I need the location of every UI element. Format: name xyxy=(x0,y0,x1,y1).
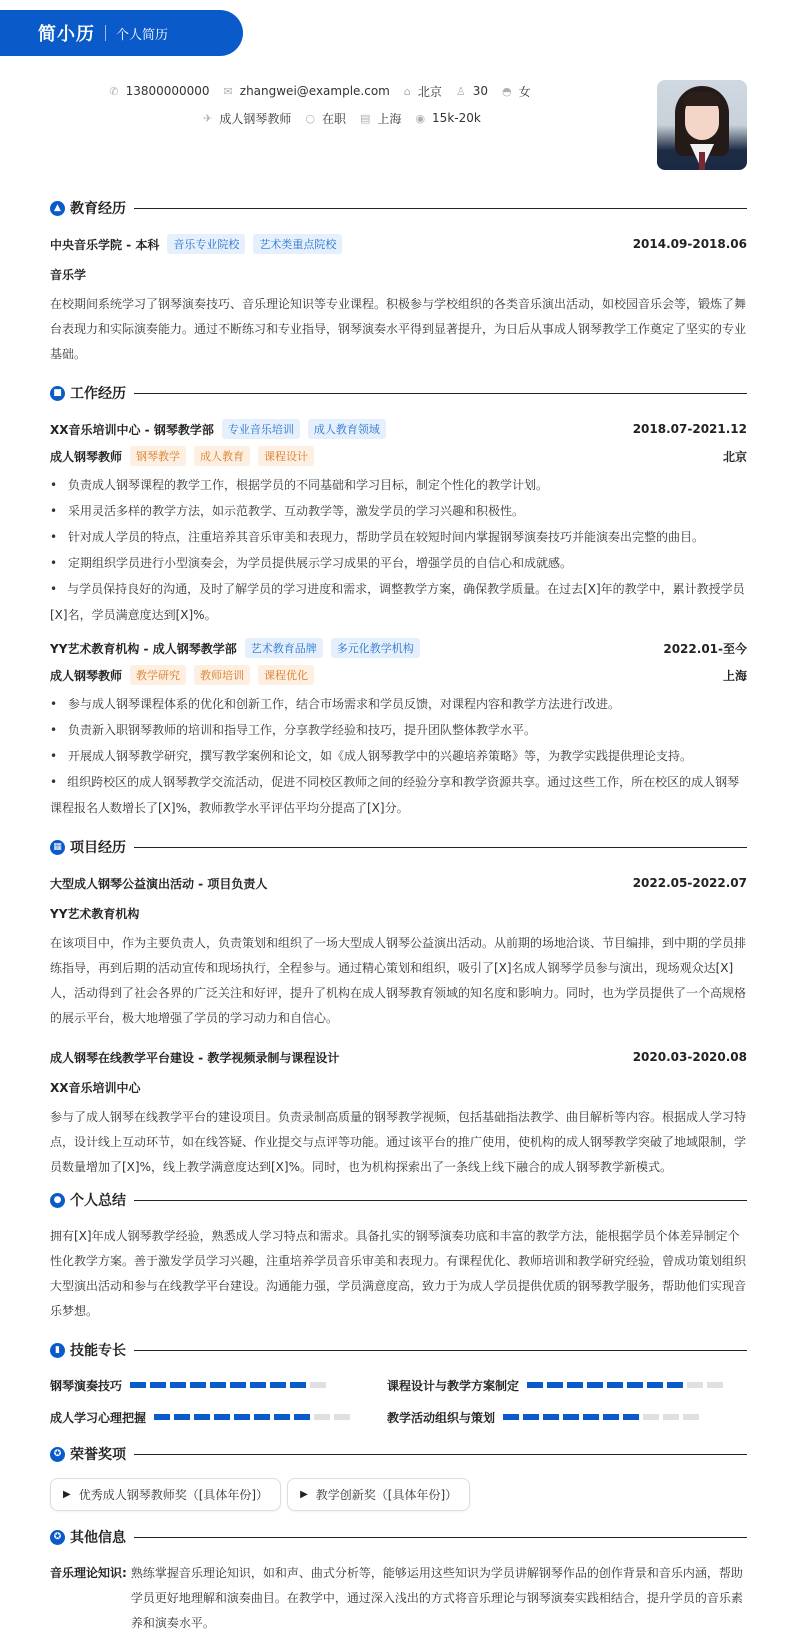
role-tag: 成人教育 xyxy=(194,446,250,466)
work-item xyxy=(50,636,747,821)
bullet-item: • 负责成人钢琴课程的教学工作，根据学员的不同基础和学习目标，制定个性化的教学计划。 xyxy=(50,472,747,498)
contact-row-1 xyxy=(0,80,640,102)
project-desc: 在该项目中，作为主要负责人，负责策划和组织了一场大型成人钢琴公益演出活动。从前期的场地洽谈、节目编排，到中期的学员排练指导，再到后期的活动宣传和现场执行，全程参与。通过精心策划和组织，吸引了[X]名成人钢琴学员参与演出，现场观众达[X]人，活动得到了社会各界的广泛关注和好评，提升了机构在成人钢琴教育领域的知名度和影响力。同时，也为学员提供了一个高规格的展示平台，极大地增强了学员的学习动力和自信心。 xyxy=(50,936,747,1025)
home-icon: ⌂ xyxy=(403,84,411,98)
section-summary-header xyxy=(50,1188,747,1212)
contact-age: ♙ 30 xyxy=(455,84,489,98)
divider xyxy=(134,208,747,209)
skill-segment xyxy=(683,1414,699,1420)
skill-segment xyxy=(150,1382,166,1388)
skill-segment xyxy=(174,1414,190,1420)
project-date: 2022.05-2022.07 xyxy=(632,876,747,890)
skill-segment xyxy=(290,1382,306,1388)
divider xyxy=(134,393,747,394)
contact-location: ⌂ 北京 xyxy=(403,84,442,99)
role-tag: 教学研究 xyxy=(130,665,186,685)
section-title: 技能专长 xyxy=(70,1343,126,1359)
skill-segment xyxy=(543,1414,559,1420)
role-tag: 课程设计 xyxy=(258,446,314,466)
skill-segment xyxy=(234,1414,250,1420)
skill-segment xyxy=(563,1414,579,1420)
skills-grid xyxy=(50,1374,747,1428)
divider xyxy=(134,1350,747,1351)
divider xyxy=(134,1537,747,1538)
contact-job: ✈ 成人钢琴教师 xyxy=(203,111,292,126)
brand-subtitle: 个人简历 xyxy=(116,27,169,43)
contact-salary: ◉ 15k-20k xyxy=(415,111,481,125)
skill-segment xyxy=(607,1382,623,1388)
company-tag: 成人教育领域 xyxy=(308,419,386,439)
age-icon: ♙ xyxy=(455,84,466,98)
skill-segment xyxy=(583,1414,599,1420)
project-desc: 参与了成人钢琴在线教学平台的建设项目。负责录制高质量的钢琴教学视频，包括基础指法教学、曲目解析等内容。根据成人学习特点，设计线上互动环节，如在线答疑、作业提交与点评等功能。通过该平台的推广使用，使机构的成人钢琴教学突破了地域限制，学员数量增加了[X]%，线上教学满意度达到[X]%。同时，也为机构探索出了一条线上线下融合的成人钢琴教学新模式。 xyxy=(50,1110,747,1174)
mail-icon: ✉ xyxy=(223,84,233,98)
section-education-header xyxy=(50,196,747,220)
skill-name: 教学活动组织与策划 xyxy=(387,1410,496,1425)
skill-item xyxy=(387,1406,747,1428)
bullet-item: • 与学员保持良好的沟通，及时了解学员的学习进度和需求，调整教学方案，确保教学质量。在过去[X]年的教学中，累计教授学员[X]名，学员满意度达到[X]%。 xyxy=(50,576,747,628)
info-icon: ✪ xyxy=(50,1530,65,1545)
skill-segment xyxy=(210,1382,226,1388)
other-value: 熟练掌握音乐理论知识，如和声、曲式分析等，能够运用这些知识为学员讲解钢琴作品的创作背景和音乐内涵，帮助学员更好地理解和演奏曲目。在教学中，通过深入浅出的方式将音乐理论与钢琴演奏实践相结合，提升学员的音乐素养和演奏水平。 xyxy=(130,1566,743,1630)
education-item xyxy=(50,232,747,367)
user-icon: ● xyxy=(50,1193,65,1208)
section-title: 工作经历 xyxy=(70,386,126,402)
skill-segment xyxy=(250,1382,266,1388)
divider xyxy=(134,1454,747,1455)
contact-email: ✉ zhangwei@example.com xyxy=(223,84,390,98)
company-name: XX音乐培训中心 - 钢琴教学部 xyxy=(50,422,214,437)
job-icon: ✈ xyxy=(203,111,213,125)
role-tag: 钢琴教学 xyxy=(130,446,186,466)
skill-segment xyxy=(130,1382,146,1388)
salary-icon: ◉ xyxy=(415,111,426,125)
section-skills-header xyxy=(50,1338,747,1362)
status-icon: ○ xyxy=(305,111,315,125)
skill-segment xyxy=(170,1382,186,1388)
award-icon: ✪ xyxy=(50,1447,65,1462)
skill-level-bar xyxy=(154,1414,354,1420)
section-title: 项目经历 xyxy=(70,840,126,856)
section-title: 荣誉奖项 xyxy=(70,1447,126,1463)
school-name: 中央音乐学院 - 本科 xyxy=(50,237,160,252)
company-name: YY艺术教育机构 - 成人钢琴教学部 xyxy=(50,641,237,656)
section-other-header xyxy=(50,1525,747,1549)
section-title: 教育经历 xyxy=(70,201,126,217)
bullet-item: • 采用灵活多样的教学方法，如示范教学、互动教学等，激发学员的学习兴趣和积极性。 xyxy=(50,498,747,524)
bullet-item: • 参与成人钢琴课程体系的优化和创新工作，结合市场需求和学员反馈，对课程内容和教学方法进行改进。 xyxy=(50,691,747,717)
contact-gender: ◓ 女 xyxy=(502,84,531,99)
other-key: 音乐理论知识: xyxy=(50,1566,127,1580)
skill-segment xyxy=(270,1382,286,1388)
skill-name: 课程设计与教学方案制定 xyxy=(387,1378,520,1393)
resume-body xyxy=(50,196,747,1636)
summary-text: 拥有[X]年成人钢琴教学经验，熟悉成人学习特点和需求。具备扎实的钢琴演奏功底和丰富的教学方法，能根据学员个体差异制定个性化教学方案。善于激发学员学习兴趣，注重培养学员音乐审美和表现力。有课程优化、教师培训和教学研究经验，曾成功策划组织大型演出活动和参与在线教学平台建设。沟通能力强，学员满意度高，致力于为成人学员提供优质的钢琴教学服务，帮助他们实现音乐梦想。 xyxy=(50,1229,747,1318)
graduation-cap-icon: ▲ xyxy=(50,201,65,216)
skill-item xyxy=(387,1374,747,1396)
work-city: 上海 xyxy=(722,668,747,683)
skill-segment xyxy=(214,1414,230,1420)
work-date: 2018.07-2021.12 xyxy=(632,422,747,436)
skill-segment xyxy=(623,1414,639,1420)
brand-name: 简小历 xyxy=(38,24,95,45)
project-name: 成人钢琴在线教学平台建设 - 教学视频录制与课程设计 xyxy=(50,1050,340,1065)
avatar-photo xyxy=(657,80,747,170)
work-item xyxy=(50,417,747,628)
contact-city: ▤ 上海 xyxy=(360,111,402,126)
company-tag: 专业音乐培训 xyxy=(222,419,300,439)
phone-icon: ✆ xyxy=(109,84,119,98)
major: 音乐学 xyxy=(50,267,87,282)
contact-phone: ✆ 13800000000 xyxy=(109,84,210,98)
skill-segment xyxy=(527,1382,543,1388)
school-tag: 音乐专业院校 xyxy=(167,234,245,254)
project-item xyxy=(50,1045,747,1180)
triangle-right-icon: ▶ xyxy=(300,1489,308,1500)
divider xyxy=(134,1200,747,1201)
skill-level-bar xyxy=(503,1414,703,1420)
thumbs-up-icon: ▮ xyxy=(50,1343,65,1358)
skill-level-bar xyxy=(130,1382,330,1388)
skill-segment xyxy=(314,1414,330,1420)
section-title: 其他信息 xyxy=(70,1530,126,1546)
skill-segment xyxy=(194,1414,210,1420)
skill-segment xyxy=(587,1382,603,1388)
award-item: ▶ 优秀成人钢琴教师奖（[具体年份]） xyxy=(50,1478,281,1511)
skill-segment xyxy=(663,1414,679,1420)
skill-segment xyxy=(707,1382,723,1388)
skill-segment xyxy=(567,1382,583,1388)
school-tag: 艺术类重点院校 xyxy=(253,234,342,254)
gender-icon: ◓ xyxy=(502,84,512,98)
contact-info xyxy=(0,80,640,134)
work-city: 北京 xyxy=(722,449,747,464)
skill-segment xyxy=(643,1414,659,1420)
skill-segment xyxy=(687,1382,703,1388)
skill-segment xyxy=(503,1414,519,1420)
award-item: ▶ 教学创新奖（[具体年份]） xyxy=(287,1478,470,1511)
skill-item xyxy=(50,1374,387,1396)
skill-segment xyxy=(627,1382,643,1388)
brand-header xyxy=(0,10,243,56)
grid-icon: ▦ xyxy=(50,840,65,855)
project-org: XX音乐培训中心 xyxy=(50,1080,141,1095)
role-tag: 课程优化 xyxy=(258,665,314,685)
contact-row-2 xyxy=(0,107,640,129)
brand-divider xyxy=(105,25,106,41)
skill-segment xyxy=(523,1414,539,1420)
skill-segment xyxy=(310,1382,326,1388)
skill-name: 成人学习心理把握 xyxy=(50,1410,147,1425)
project-org: YY艺术教育机构 xyxy=(50,906,140,921)
education-date: 2014.09-2018.06 xyxy=(632,237,747,251)
project-item xyxy=(50,871,747,1031)
city-icon: ▤ xyxy=(360,111,371,125)
bullet-item: • 负责新入职钢琴教师的培训和指导工作，分享教学经验和技巧，提升团队整体教学水平。 xyxy=(50,717,747,743)
bullet-item: • 针对成人学员的特点，注重培养其音乐审美和表现力，帮助学员在较短时间内掌握钢琴演奏技巧并能演奏出完整的曲目。 xyxy=(50,524,747,550)
section-projects-header xyxy=(50,835,747,859)
triangle-right-icon: ▶ xyxy=(63,1489,71,1500)
work-bullets xyxy=(50,691,747,821)
skill-segment xyxy=(547,1382,563,1388)
education-desc: 在校期间系统学习了钢琴演奏技巧、音乐理论知识等专业课程。积极参与学校组织的各类音乐演出活动，如校园音乐会等，锻炼了舞台表现力和实际演奏能力。通过不断练习和专业指导，钢琴演奏水平得到显著提升，为日后从事成人钢琴教学工作奠定了坚实的专业基础。 xyxy=(50,297,747,361)
section-work-header xyxy=(50,381,747,405)
role-tag: 教师培训 xyxy=(194,665,250,685)
skill-name: 钢琴演奏技巧 xyxy=(50,1378,123,1393)
skill-item xyxy=(50,1406,387,1428)
contact-status: ○ 在职 xyxy=(305,111,347,126)
bullet-item: • 开展成人钢琴教学研究，撰写教学案例和论文，如《成人钢琴教学中的兴趣培养策略》等，为教学实践提供理论支持。 xyxy=(50,743,747,769)
skill-segment xyxy=(647,1382,663,1388)
briefcase-icon: ■ xyxy=(50,386,65,401)
company-tag: 多元化教学机构 xyxy=(331,638,420,658)
skill-segment xyxy=(154,1414,170,1420)
job-role: 成人钢琴教师 xyxy=(50,668,123,683)
skill-level-bar xyxy=(527,1382,727,1388)
skill-segment xyxy=(274,1414,290,1420)
skill-segment xyxy=(294,1414,310,1420)
skill-segment xyxy=(334,1414,350,1420)
section-title: 个人总结 xyxy=(70,1193,126,1209)
project-date: 2020.03-2020.08 xyxy=(632,1050,747,1064)
project-name: 大型成人钢琴公益演出活动 - 项目负责人 xyxy=(50,876,268,891)
divider xyxy=(134,847,747,848)
other-item xyxy=(50,1561,747,1636)
skill-segment xyxy=(230,1382,246,1388)
skill-segment xyxy=(254,1414,270,1420)
awards-list xyxy=(50,1478,747,1511)
bullet-item: • 组织跨校区的成人钢琴教学交流活动，促进不同校区教师之间的经验分享和教学资源共享。通过这些工作，所在校区的成人钢琴课程报名人数增长了[X]%，教师教学水平评估平均分提高了[X]分。 xyxy=(50,769,747,821)
job-role: 成人钢琴教师 xyxy=(50,449,123,464)
skill-segment xyxy=(190,1382,206,1388)
bullet-item: • 定期组织学员进行小型演奏会，为学员提供展示学习成果的平台，增强学员的自信心和成就感。 xyxy=(50,550,747,576)
skill-segment xyxy=(603,1414,619,1420)
company-tag: 艺术教育品牌 xyxy=(245,638,323,658)
skill-segment xyxy=(667,1382,683,1388)
section-awards-header xyxy=(50,1442,747,1466)
work-date: 2022.01-至今 xyxy=(663,641,747,656)
work-bullets xyxy=(50,472,747,628)
